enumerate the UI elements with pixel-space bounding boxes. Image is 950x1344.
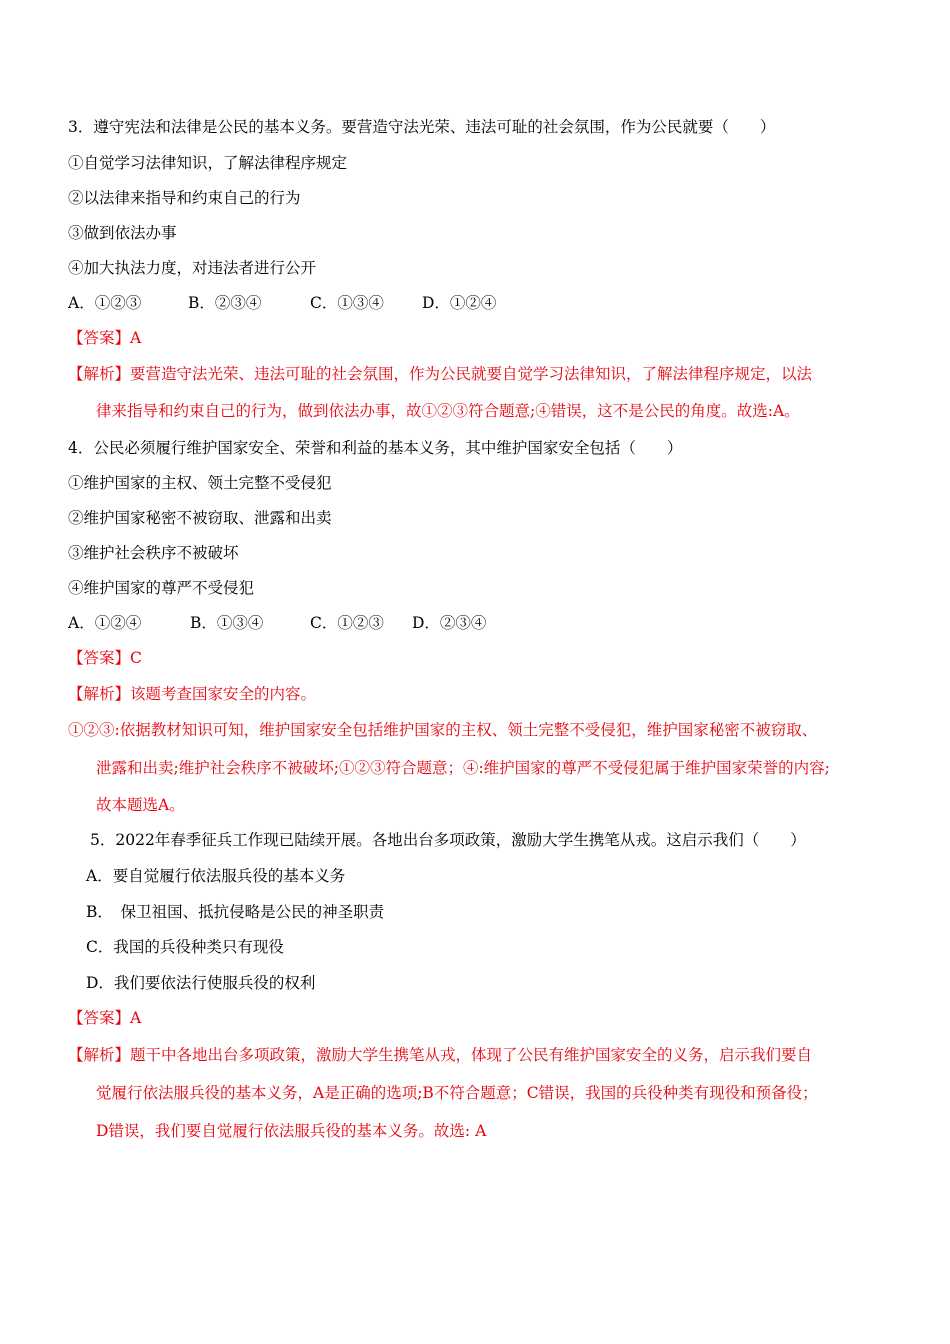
q5-option-c: C．我国的兵役种类只有现役 <box>86 938 284 956</box>
q3-option-c: C．①③④ <box>310 294 384 312</box>
q4-analysis-line-2: ①②③:依据教材知识可知，维护国家安全包括维护国家的主权、领土完整不受侵犯，维护国家秘密不被窃取、 <box>68 721 818 739</box>
q5-stem: 5．2022年春季征兵工作现已陆续开展。各地出台多项政策，激励大学生携笔从戎。这启示我们（ ） <box>90 831 806 849</box>
q5-answer: 【答案】A <box>68 1009 142 1027</box>
q3-answer: 【答案】A <box>68 329 142 347</box>
q4-option-a: A．①②④ <box>68 614 142 632</box>
q5-option-b: B． 保卫祖国、抵抗侵略是公民的神圣职责 <box>86 903 385 921</box>
q3-option-d: D．①②④ <box>422 294 497 312</box>
q5-option-d: D．我们要依法行使服兵役的权利 <box>86 974 316 992</box>
q3-analysis-line-1: 【解析】要营造守法光荣、违法可耻的社会氛围，作为公民就要自觉学习法律知识，了解法律程序规定，以法 <box>68 365 813 383</box>
q3-stem: 3．遵守宪法和法律是公民的基本义务。要营造守法光荣、违法可耻的社会氛围，作为公民就要（ ） <box>68 118 776 136</box>
q3-item-4: ④加大执法力度，对违法者进行公开 <box>68 259 317 277</box>
q4-stem: 4．公民必须履行维护国家安全、荣誉和利益的基本义务，其中维护国家安全包括（ ） <box>68 439 683 457</box>
q5-option-a: A．要自觉履行依法服兵役的基本义务 <box>86 867 346 885</box>
q4-options <box>68 613 486 633</box>
q4-option-d: D．②③④ <box>412 614 487 632</box>
q4-item-4: ④维护国家的尊严不受侵犯 <box>68 579 255 597</box>
q3-option-b: B．②③④ <box>188 294 262 312</box>
q3-option-a: A．①②③ <box>68 294 142 312</box>
q3-item-1: ①自觉学习法律知识，了解法律程序规定 <box>68 154 348 172</box>
q3-item-3: ③做到依法办事 <box>68 224 177 242</box>
q4-item-1: ①维护国家的主权、领土完整不受侵犯 <box>68 474 332 492</box>
q4-item-3: ③维护社会秩序不被破坏 <box>68 544 239 562</box>
q4-analysis-line-1: 【解析】该题考查国家安全的内容。 <box>68 685 317 703</box>
q5-analysis-line-3: D错误，我们要自觉履行依法服兵役的基本义务。故选: A <box>96 1122 487 1140</box>
q4-option-c: C．①②③ <box>310 614 384 632</box>
q4-answer: 【答案】C <box>68 649 142 667</box>
q3-options <box>68 293 496 313</box>
q4-analysis-line-3: 泄露和出卖;维护社会秩序不被破坏;①②③符合题意；④:维护国家的尊严不受侵犯属于维护国家荣誉的内容; <box>96 759 830 777</box>
q4-analysis-line-4: 故本题选A。 <box>96 796 185 814</box>
q4-item-2: ②维护国家秘密不被窃取、泄露和出卖 <box>68 509 332 527</box>
q3-item-2: ②以法律来指导和约束自己的行为 <box>68 189 301 207</box>
q4-option-b: B．①③④ <box>190 614 264 632</box>
q5-analysis-line-1: 【解析】题干中各地出台多项政策，激励大学生携笔从戎，体现了公民有维护国家安全的义务，启示我们要自 <box>68 1046 813 1064</box>
q3-analysis-line-2: 律来指导和约束自己的行为，做到依法办事，故①②③符合题意;④错误，这不是公民的角度。故选:A。 <box>96 402 800 420</box>
q5-analysis-line-2: 觉履行依法服兵役的基本义务，A是正确的选项;B不符合题意；C错误，我国的兵役种类有现役和预备役； <box>96 1084 818 1102</box>
